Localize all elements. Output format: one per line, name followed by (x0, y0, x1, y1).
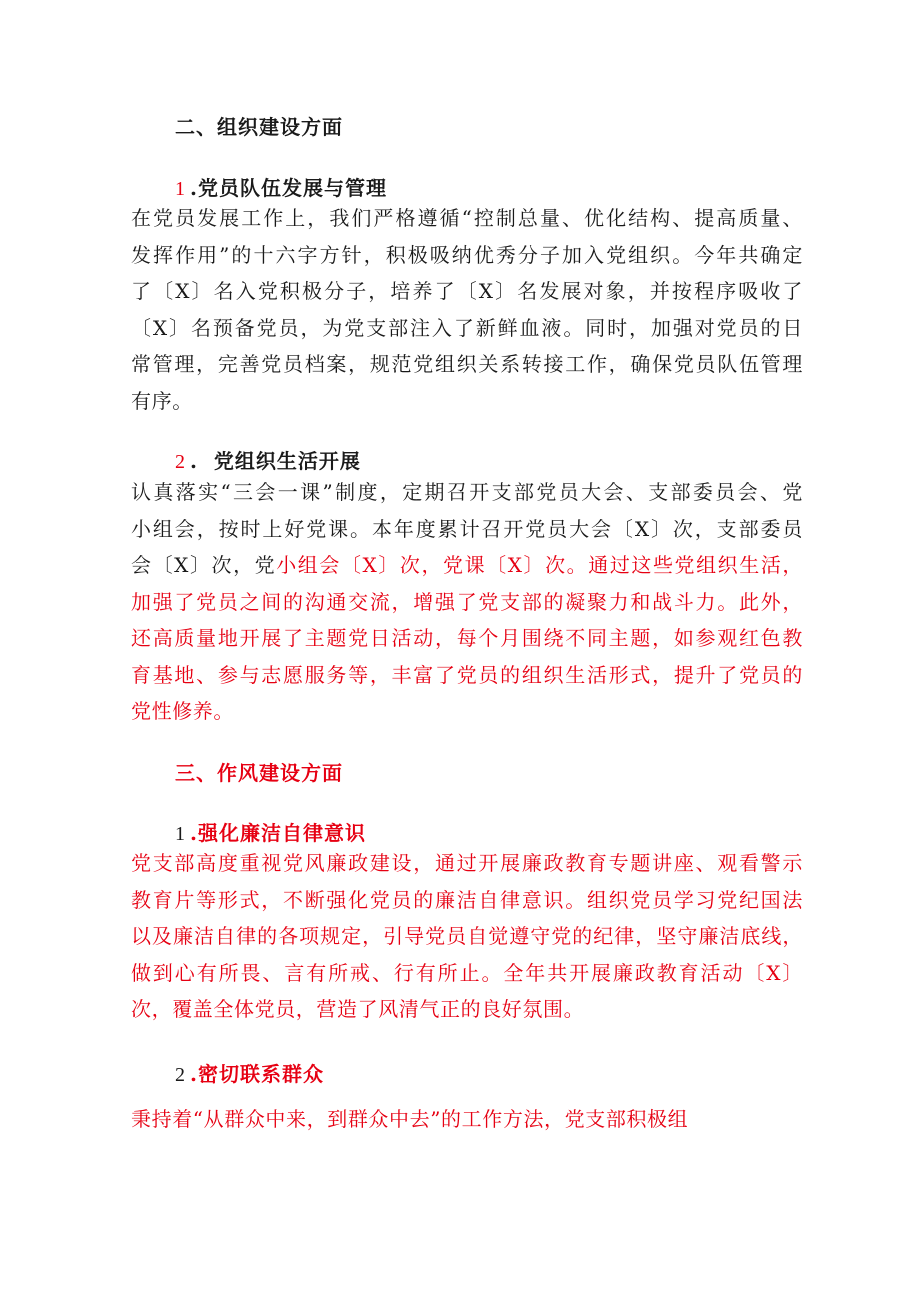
paragraph-line: 认真落实“三会一课”制度，定期召开支部党员大会、支部委员会、党 (131, 480, 803, 504)
paragraph-member-development (131, 200, 803, 419)
subheading-title: .强化廉洁自律意识 (190, 821, 366, 845)
paragraph-organization-life (131, 474, 803, 730)
subheading-mass-contact (175, 1058, 324, 1087)
subheading-organization-life (175, 445, 361, 474)
subheading-number: 2 (175, 1064, 186, 1086)
paragraph-line: 了〔X〕名入党积极分子，培养了〔X〕名发展对象，并按程序吸收了 (131, 279, 803, 303)
subheading-title: .党员队伍发展与管理 (190, 176, 387, 200)
subheading-title: . 党组织生活开展 (190, 449, 361, 473)
paragraph-line: 教育片等形式，不断强化党员的廉洁自律意识。组织党员学习党纪国法 (131, 887, 803, 912)
paragraph-line: 次，覆盖全体党员，营造了风清气正的良好氛围。 (131, 997, 585, 1021)
subheading-number: 1 (175, 178, 186, 200)
paragraph-line: 还高质量地开展了主题党日活动，每个月围绕不同主题，如参观红色教 (131, 626, 803, 650)
paragraph-line: 有序。 (131, 388, 193, 413)
paragraph-line-mixed (131, 547, 803, 584)
paragraph-line: 加强了党员之间的沟通交流，增强了党支部的凝聚力和战斗力。此外， (131, 589, 803, 614)
paragraph-line: 以及廉洁自律的各项规定，引导党员自觉遵守党的纪律，坚守廉洁底线， (131, 924, 803, 948)
paragraph-integrity (131, 845, 803, 1028)
paragraph-line: 秉持着“从群众中来，到群众中去”的工作方法，党支部积极组 (131, 1107, 689, 1131)
paragraph-text-red: 小组会〔X〕次，党课〔X〕次。通过这些党组织生活， (276, 553, 803, 577)
section-heading-work-style: 三、作风建设方面 (175, 761, 343, 785)
paragraph-text-black: 会〔X〕次，党 (131, 553, 277, 577)
section-heading-organization: 二、组织建设方面 (175, 115, 343, 139)
paragraph-line: 发挥作用”的十六字方针，积极吸纳优秀分子加入党组织。今年共确定 (131, 242, 803, 267)
paragraph-line: 育基地、参与志愿服务等，丰富了党员的组织生活形式，提升了党员的 (131, 662, 803, 687)
paragraph-mass-contact (131, 1101, 803, 1138)
subheading-integrity (175, 817, 366, 846)
paragraph-line: 小组会，按时上好党课。本年度累计召开党员大会〔X〕次，支部委员 (131, 516, 803, 541)
paragraph-line: 党支部高度重视党风廉政建设，通过开展廉政教育专题讲座、观看警示 (131, 851, 803, 875)
subheading-member-development (175, 172, 387, 201)
subheading-title: .密切联系群众 (190, 1062, 324, 1086)
subheading-number: 1 (175, 823, 186, 845)
paragraph-line: 在党员发展工作上，我们严格遵循“控制总量、优化结构、提高质量、 (131, 206, 803, 230)
subheading-number: 2 (175, 451, 186, 473)
paragraph-line: 〔X〕名预备党员，为党支部注入了新鲜血液。同时，加强对党员的日 (131, 315, 803, 340)
paragraph-line: 党性修养。 (131, 699, 234, 723)
paragraph-line: 常管理，完善党员档案，规范党组织关系转接工作，确保党员队伍管理 (131, 352, 803, 376)
paragraph-line: 做到心有所畏、言有所戒、行有所止。全年共开展廉政教育活动〔X〕 (131, 960, 803, 985)
